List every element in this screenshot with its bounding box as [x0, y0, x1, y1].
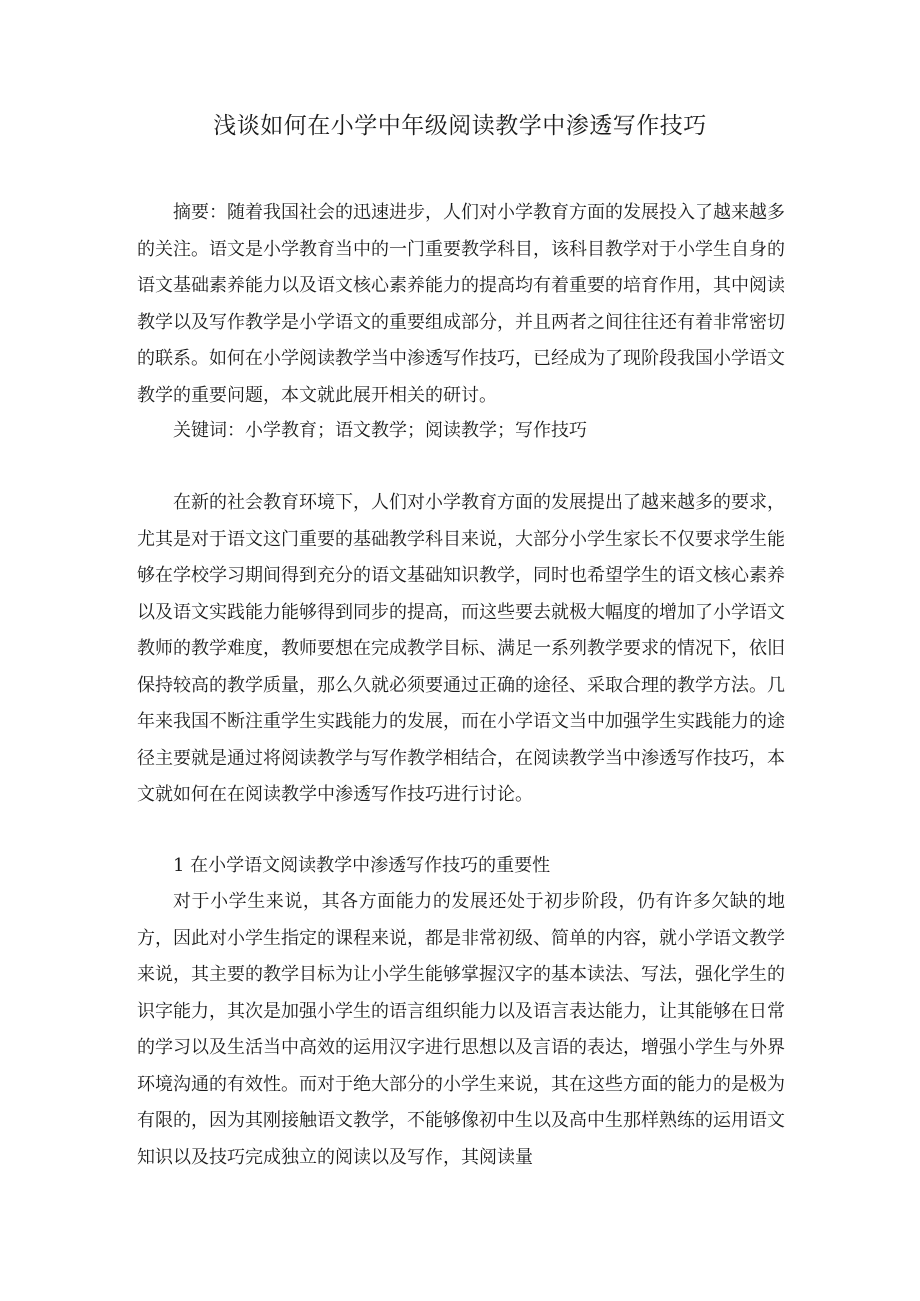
- document-title: 浅谈如何在小学中年级阅读教学中渗透写作技巧: [213, 113, 707, 139]
- keywords-paragraph: 关键词：小学教育；语文教学；阅读教学；写作技巧: [173, 420, 587, 441]
- intro-paragraph: 在新的社会教育环境下，人们对小学教育方面的发展提出了越来越多的要求，尤其是对于语文这门重要的基础教学科目来说，大部分小学生家长不仅要求学生能够在学校学习期间得到充分的语文基础知识教学，同时也希望学生的语文核心素养以及语文实践能力能够得到同步的提高，而这些要去就极大幅度的增加了小学语文教师的教学难度，教师要想在完成教学目标、满足一系列教学要求的情况下，依旧保持较高的教学质量，那么久就必须要通过正确的途径、采取合理的教学方法。几年来我国不断注重学生实践能力的发展，而在小学语文当中加强学生实践能力的途径主要就是通过将阅读教学与写作教学相结合，在阅读教学当中渗透写作技巧，本文就如何在在阅读教学中渗透写作技巧进行讨论。: [137, 492, 785, 805]
- section-paragraph: 对于小学生来说，其各方面能力的发展还处于初步阶段，仍有许多欠缺的地方，因此对小学生指定的课程来说，都是非常初级、简单的内容，就小学语文教学来说，其主要的教学目标为让小学生能够掌握汉字的基本读法、写法，强化学生的识字能力，其次是加强小学生的语言组织能力以及语言表达能力，让其能够在日常的学习以及生活当中高效的运用汉字进行思想以及言语的表达，增强小学生与外界环境沟通的有效性。而对于绝大部分的小学生来说，其在这些方面的能力的是极为有限的，因为其刚接触语文教学，不能够像初中生以及高中生那样熟练的运用语文知识以及技巧完成独立的阅读以及写作，其阅读量: [137, 891, 785, 1168]
- section-heading: 1 在小学语文阅读教学中渗透写作技巧的重要性: [173, 855, 551, 876]
- abstract-paragraph: 摘要：随着我国社会的迅速进步，人们对小学教育方面的发展投入了越来越多的关注。语文是小学教育当中的一门重要教学科目，该科目教学对于小学生自身的语文基础素养能力以及语文核心素养能力的提高均有着重要的培育作用，其中阅读教学以及写作教学是小学语文的重要组成部分，并且两者之间往往还有着非常密切的联系。如何在小学阅读教学当中渗透写作技巧，已经成为了现阶段我国小学语文教学的重要问题，本文就此展开相关的研讨。: [137, 202, 785, 406]
